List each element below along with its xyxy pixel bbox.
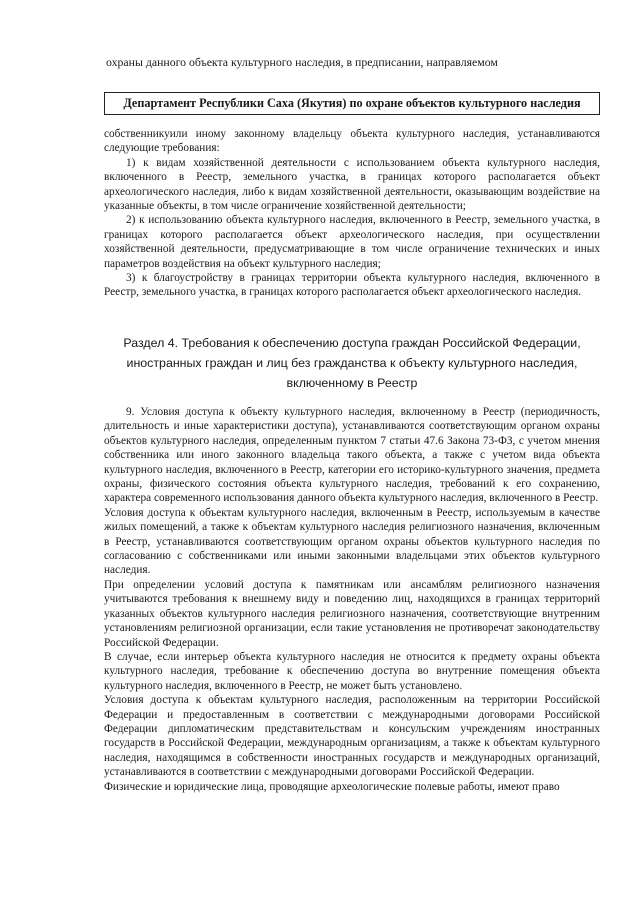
requirement-2: 2) к использованию объекта культурного наследия, включенного в Реестр, земельного участка, в границах которого располагается объект археологического наследия, при осуществлении хозяйственной деятельности, предусматривающие в том числе ограничение технических и иных параметров воздействия на объект культурного наследия; bbox=[104, 214, 600, 270]
department-title-box: Департамент Республики Саха (Якутия) по охране объектов культурного наследия bbox=[104, 92, 600, 115]
access-conditions-block bbox=[104, 405, 600, 794]
paragraph-monuments: При определении условий доступа к памятникам или ансамблям религиозного назначения учитываются требования к внешнему виду и поведению лиц, находящихся в границах территорий указанных объектов культурного наследия религиозного назначения, соответствующие внутренним установлениям религиозной организации, если такие установления не противоречат законодательству Российской Федерации. bbox=[104, 578, 600, 649]
intro-paragraph: собственникуили иному законному владельцу объекта культурного наследия, устанавливаются следующие требования: bbox=[104, 128, 600, 155]
paragraph-9: 9. Условия доступа к объекту культурного наследия, включенному в Реестр (периодичность, длительность и иные характеристики доступа), устанавливаются соответствующим органом охраны объектов культурного наследия, определенным пунктом 7 статьи 47.6 Закона 73-ФЗ, с учетом мнения собственника или иного законного владельца такого объекта, а также с учетом вида объекта культурного наследия, включенного в Реестр, категории его историко-культурного значения, предмета охраны, физического состояния объекта культурного наследия, требований к его сохранению, характера современного использования данного объекта культурного наследия, включенного в Реестр. bbox=[104, 406, 600, 505]
requirements-block bbox=[104, 127, 600, 300]
requirement-3: 3) к благоустройству в границах территории объекта культурного наследия, включенного в Реестр, земельного участка, в границах которого располагается объект археологического наследия. bbox=[104, 272, 600, 299]
paragraph-diplomatic: Условия доступа к объектам культурного наследия, расположенным на территории Российской Федерации и предоставленным в соответствии с международными договорами Российской Федерации дипломатическим представительствам и консульским учреждениям иностранных государств в Российской Федерации, международным организациям, а также к объектам культурного наследия, находящимся в собственности иностранных государств и международных организаций, устанавливаются в соответствии с международными договорами Российской Федерации. bbox=[104, 694, 600, 779]
paragraph-interior: В случае, если интерьер объекта культурного наследия не относится к предмету охраны объекта культурного наследия, требование к обеспечению доступа во внутренние помещения объекта культурного наследия, включенного в Реестр, не может быть установлено. bbox=[104, 650, 600, 692]
section-heading-line-2: иностранных граждан и лиц без гражданства к объекту культурного наследия, bbox=[126, 356, 578, 370]
section-heading-line-1: Раздел 4. Требования к обеспечению доступа граждан Российской Федерации, bbox=[123, 336, 581, 350]
paragraph-religious: Условия доступа к объектам культурного наследия, включенным в Реестр, используемым в качестве жилых помещений, а также к объектам культурного наследия религиозного назначения, включенным в Реестр, устанавливаются соответствующим органом охраны объектов культурного наследия по согласованию с собственниками или иными законными владельцами этих объектов культурного наследия. bbox=[104, 506, 600, 577]
continuation-line: охраны данного объекта культурного наследия, в предписании, направляемом bbox=[106, 55, 498, 69]
paragraph-last: Физические и юридические лица, проводящие археологические полевые работы, имеют право bbox=[104, 780, 560, 793]
requirement-1: 1) к видам хозяйственной деятельности с использованием объекта культурного наследия, включенного в Реестр, земельного участка, в границах которого располагается объект археологического наследия, либо к видам хозяйственной деятельности, оказывающим воздействие на указанные объекты, в том числе ограничение хозяйственной деятельности; bbox=[104, 156, 600, 213]
section-heading-line-3: включенному в Реестр bbox=[286, 376, 418, 390]
section-4-heading bbox=[112, 333, 592, 393]
